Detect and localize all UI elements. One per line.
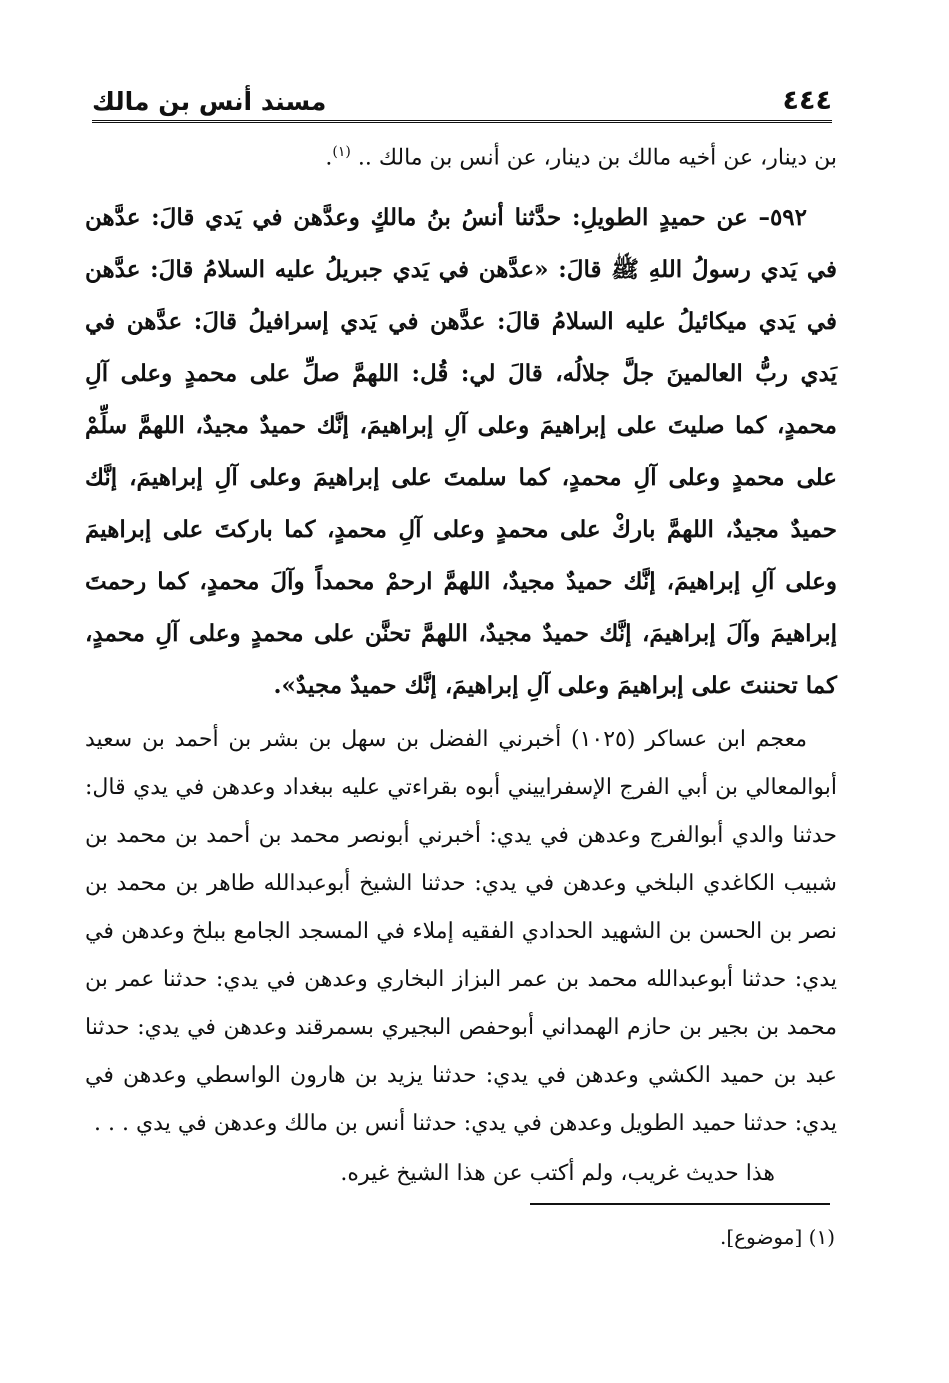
continuation-end: . — [325, 145, 333, 171]
continuation-text: بن دينار، عن أخيه مالك بن دينار، عن أنس بن مالك .. — [350, 145, 837, 171]
hadith-text: عن حميدٍ الطويلِ: حدَّثنا أنسُ بنُ مالكٍ وعدَّهن في يَدي قالَ: عدَّهن في يَدي رسولُ اللهِ ﷺ قالَ: «عدَّهن في يَدي جبريلُ عليه السلامُ قالَ: عدَّهن في يَدي ميكائيلُ عليه السلامُ قالَ: عدَّهن في يَدي إسرافيلُ قالَ: عدَّهن في يَدي ربُّ العالمينَ جلَّ جلالُه، قالَ لي: قُل: اللهمَّ صلِّ على محمدٍ وعلى آلِ محمدٍ، كما صليتَ على إبراهيمَ وعلى آلِ إبراهيمَ، إنَّك حميدٌ مجيدٌ، اللهمَّ سلِّمْ على محمدٍ وعلى آلِ محمدٍ، كما سلمتَ على إبراهيمَ وعلى آلِ إبراهيمَ، إنَّك حميدٌ مجيدٌ، اللهمَّ باركْ على محمدٍ وعلى آلِ محمدٍ، كما باركتَ على إبراهيمَ وعلى آلِ إبراهيمَ، إنَّك حميدٌ مجيدٌ، اللهمَّ ارحمْ محمداً وآلَ محمدٍ، كما رحمتَ إبراهيمَ وآلَ إبراهيمَ، إنَّك حميدٌ مجيدٌ، اللهمَّ تحنَّن على محمدٍ وعلى آلِ محمدٍ، كما تحننتَ على إبراهيمَ وعلى آلِ إبراهيمَ، إنَّك حميدٌ مجيدٌ». — [85, 204, 837, 700]
source-paragraph: معجم ابن عساكر (١٠٢٥) أخبرني الفضل بن سهل بن بشر بن أحمد بن سعيد أبوالمعالي بن أبي الفرج الإسفراييني أبوه بقراءتي عليه ببغداد وعدهن في يدي قال: حدثنا والدي أبوالفرج وعدهن في يدي: أخبرني أبونصر محمد بن أحمد بن محمد بن شبيب الكاغدي البلخي وعدهن في يدي: حدثنا الشيخ أبوعبدالله طاهر بن محمد بن نصر بن الحسن بن الشهيد الحدادي الفقيه إملاء في المسجد الجامع ببلخ وعدهن في يدي: حدثنا أبوعبدالله محمد بن عمر البزاز البخاري وعدهن في يدي: حدثنا عمر بن محمد بن بجير بن حازم الهمداني أبوحفص البجيري بسمرقند وعدهن في يدي: حدثنا عبد بن حميد الكشي وعدهن في يدي: حدثنا يزيد بن هارون الواسطي وعدهن في يدي: حدثنا حميد الطويل وعدهن في يدي: حدثنا أنس بن مالك وعدهن في يدي . . . — [85, 727, 837, 1137]
footnote-divider — [530, 1203, 830, 1205]
footnote-marker: (١) — [332, 144, 351, 160]
running-title: مسند أنس بن مالك — [92, 87, 327, 116]
hadith-paragraph — [85, 192, 837, 712]
continuation-paragraph — [85, 128, 837, 182]
hadith-number: ٥٩٢ — [769, 204, 808, 232]
remark-paragraph: هذا حديث غريب، ولم أكتب عن هذا الشيخ غيره. — [340, 1161, 775, 1187]
hadith-dash: – — [747, 204, 770, 232]
page-header — [92, 72, 832, 123]
page-number: ٤٤٤ — [782, 85, 832, 116]
main-text — [85, 128, 837, 1198]
footnote: (١) [موضوع]. — [720, 1225, 835, 1249]
